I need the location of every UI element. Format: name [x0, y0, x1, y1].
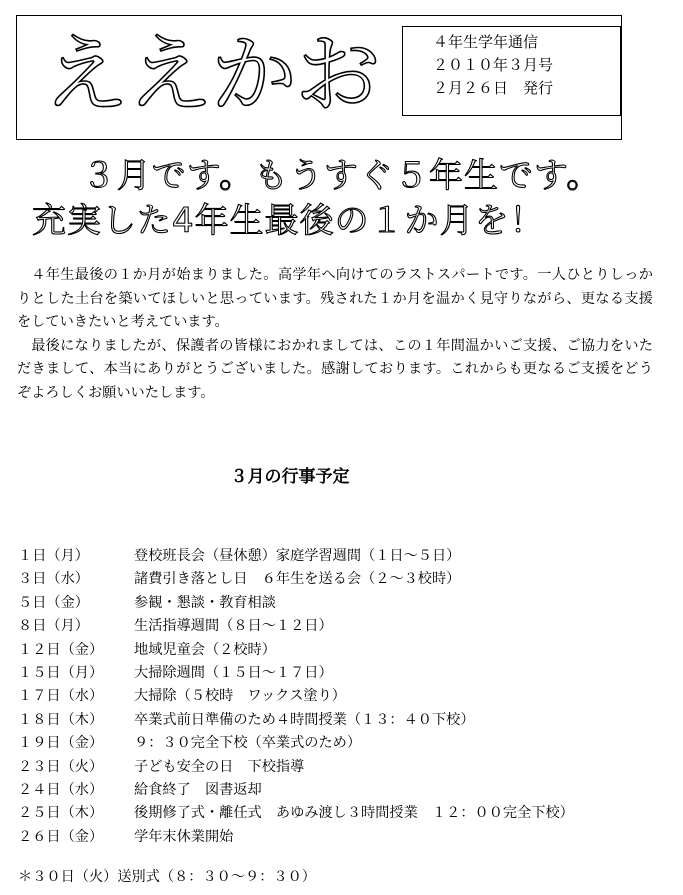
special-event-note: ＊３０日（火）送別式（８：３０～９：３０） [18, 869, 316, 885]
event-text: 登校班長会（昼休憩）家庭学習週間（１日～５日） [134, 548, 461, 564]
event-text: 大掃除（５校時 ワックス塗り） [134, 688, 346, 705]
event-date: ２５日（木） [18, 805, 104, 822]
event-date: ３日（水） [18, 571, 89, 588]
event-row [18, 545, 678, 568]
event-row [18, 826, 678, 849]
event-date: ２６日（金） [18, 828, 104, 845]
event-date: １日（月） [18, 548, 89, 564]
event-row [18, 756, 678, 779]
event-text: ９：３０完全下校（卒業式のため） [134, 735, 362, 752]
event-date: ８日（月） [18, 618, 89, 635]
issue-number-line: ２０１０年３月号 [433, 56, 554, 74]
event-row [18, 779, 678, 802]
issue-date-line: ２月２６日 発行 [433, 79, 554, 97]
event-text: 諸費引き落とし日 ６年生を送る会（２～３校時） [134, 571, 461, 588]
event-date: １８日（木） [18, 711, 104, 728]
event-date: ５日（金） [18, 594, 89, 611]
event-text: 大掃除週間（１５日～１７日） [134, 664, 333, 681]
event-date: １９日（金） [18, 735, 104, 752]
event-text: 給食終了 図書返却 [134, 781, 262, 798]
event-date: ２３日（火） [18, 758, 104, 775]
issue-info-box [402, 26, 621, 116]
event-text: 学年末休業開始 [134, 828, 234, 845]
intro-paragraph-1: ４年生最後の１か月が始まりました。高学年へ向けてのラストスパートです。一人ひとりしっかりとした土台を築いてほしいと思っています。残された１か月を温かく見守りながら、更なる支援をしていきたいと考えています。 [17, 267, 653, 330]
masthead-box [16, 15, 622, 140]
event-date: １７日（水） [18, 688, 104, 705]
event-date: ２４日（水） [18, 781, 104, 798]
intro-text [17, 264, 653, 405]
event-row [18, 615, 678, 638]
intro-paragraph-2: 最後になりましたが、保護者の皆様におかれましては、この１年間温かいご支援、ご協力をいただきまして、本当にありがとうございました。感謝しております。これからも更なるご支援をどうぞよろしくお願いいたします。 [17, 337, 653, 401]
events-title: ３月の行事予定 [230, 467, 350, 487]
headline-1: ３月です。もうすぐ５年生です。 [81, 156, 602, 196]
event-row [18, 685, 678, 708]
event-text: 卒業式前日準備のため４時間授業（１３：４０下校） [134, 711, 475, 728]
event-row [18, 568, 678, 591]
event-row [18, 662, 678, 685]
event-row [18, 639, 678, 662]
event-text: 参観・懇談・教育相談 [134, 594, 276, 611]
event-row [18, 732, 678, 755]
event-date: １５日（月） [18, 664, 104, 681]
event-text: 地域児童会（２校時） [134, 641, 276, 658]
event-text: 子ども安全の日 下校指導 [134, 758, 305, 775]
event-text: 生活指導週間（８日～１２日） [134, 618, 333, 635]
headline-2: 充実した4年生最後の１か月を！ [32, 201, 545, 241]
newsletter-logo: ええかお [43, 25, 379, 125]
event-row [18, 592, 678, 615]
event-list [18, 545, 678, 849]
event-row [18, 802, 678, 825]
event-row [18, 709, 678, 732]
event-date: １２日（金） [18, 641, 104, 658]
issue-grade-line: ４年生学年通信 [433, 33, 539, 51]
event-text: 後期修了式・離任式 あゆみ渡し３時間授業 １２：００完全下校） [134, 805, 574, 822]
